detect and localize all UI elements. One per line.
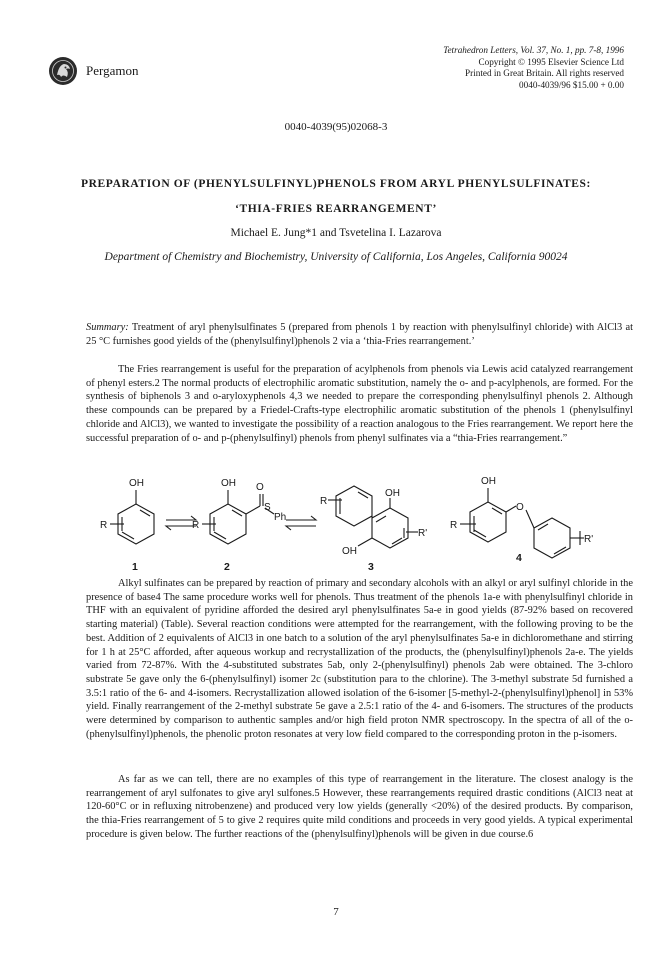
journal-copyright: Copyright © 1995 Elsevier Science Ltd	[478, 56, 624, 67]
journal-price-code: 0040-4039/96 $15.00 + 0.00	[519, 79, 624, 90]
ph-label-2: Ph	[274, 512, 287, 523]
r-label-2: R	[192, 520, 200, 531]
compound-number-1: 1	[132, 561, 138, 573]
o-label-2: O	[256, 482, 264, 493]
summary-text: Treatment of aryl phenylsulfinates 5 (prepared from phenols 1 by reaction with phenylsulfinyl chloride) with AlCl3 at 25 °C furnishes good yields of the (phenylsulfinyl)phenols 2 via a ‘thia-Fries rearrangement.’	[86, 322, 633, 347]
journal-info	[324, 45, 624, 91]
reaction-scheme	[96, 468, 616, 580]
journal-citation: Tetrahedron Letters, Vol. 37, No. 1, pp. 7-8, 1996	[443, 45, 624, 55]
rprime-label-4: R'	[584, 534, 594, 545]
authors: Michael E. Jung*1 and Tsvetelina I. Lazarova	[230, 227, 442, 239]
s-label-2: S	[264, 502, 271, 513]
r-label-4: R	[450, 520, 458, 531]
journal-printed: Printed in Great Britain. All rights reserved	[465, 68, 624, 79]
compound-1-structure	[110, 490, 154, 544]
affiliation: Department of Chemistry and Biochemistry, University of California, Los Angeles, California 90024	[104, 251, 568, 263]
oh-label-2: OH	[221, 478, 236, 489]
summary-paragraph	[86, 321, 633, 348]
body-paragraph-3: As far as we can tell, there are no examples of this type of rearrangement in the literature. The closest analogy is the rearrangement of aryl sulfonates to give aryl sulfones.5 However, these rearrangements required drastic conditions (AlCl3 neat at 120-60°C or in refluxing nitrobenzene) and produced very low yields (generally <20%) of the desired products. By comparison, the thia-Fries rearrangement of 5 to give 2 requires quite mild conditions and proceeds in very good yields. A typical experimental procedure is given below. The further reactions of the (phenylsulfinyl)phenols will be given in due course.6	[86, 774, 633, 840]
body-paragraph-1: The Fries rearrangement is useful for the preparation of acylphenols from phenols via Lewis acid catalyzed rearrangement of phenyl esters.2 The normal products of electrophilic aromatic substitution, namely the o- and p-acylphenols, are formed. For the synthesis of biphenols 3 and o-aryloxyphenols 4,3 we needed to prepare the corresponding phenylsulfinyl phenols 2. Although these compounds can be prepared by a Friedel-Crafts-type electrophilic aromatic substitution of the phenols 1 (phenylsulfinyl chloride and AlCl3), we wanted to investigate the possibility of a reaction analogous to the Fries rearrangement. We report here the successful preparation of o- and p-(phenylsulfinyl) phenols from phenyl sulfinates via a “thia-Fries rearrangement.”	[86, 364, 633, 444]
compound-number-2: 2	[224, 561, 230, 573]
paper-title-line-1: PREPARATION OF (PHENYLSULFINYL)PHENOLS FROM ARYL PHENYLSULFINATES:	[81, 178, 591, 190]
doi-code: 0040-4039(95)02068-3	[284, 121, 388, 133]
o-label-4: O	[516, 502, 524, 513]
oh-label-4: OH	[481, 476, 496, 487]
oh-label-1: OH	[129, 478, 144, 489]
compound-number-3: 3	[368, 561, 374, 573]
equilibrium-arrow-2	[286, 516, 316, 530]
pergamon-logo-icon	[48, 56, 78, 86]
compound-3-structure	[328, 486, 418, 548]
compound-2-structure	[202, 490, 274, 544]
r-label-3: R	[320, 496, 328, 507]
paper-title-line-2: ‘THIA-FRIES REARRANGEMENT’	[235, 203, 437, 215]
publisher-name: Pergamon	[86, 63, 139, 78]
r-label-1: R	[100, 520, 108, 531]
summary-label: Summary:	[86, 322, 129, 333]
oh-label-3b: OH	[342, 546, 357, 557]
oh-label-3a: OH	[385, 488, 400, 499]
page-number: 7	[333, 906, 339, 918]
rprime-label-3: R'	[418, 528, 428, 539]
compound-4-structure	[460, 488, 584, 558]
compound-number-4: 4	[516, 552, 522, 564]
body-paragraph-2: Alkyl sulfinates can be prepared by reaction of primary and secondary alcohols with an alkyl or aryl sulfinyl chloride in the presence of base4 The same procedure works well for phenols. Thus treatment of the phenols 1a-e with phenylsulfinyl chloride in THF with an equivalent of pyridine afforded the desired aryl phenylsulfinates 5a-e in good yields (87-92% based on recovered starting material) (Table). Several reaction conditions were attempted for the rearrangement, with the following proving to be the best. Addition of 2 equivalents of AlCl3 in one batch to a solution of the aryl phenylsulfinates 5a-e in dichloromethane and stirring for 1 h at 25°C afforded, after aqueous workup and recrystallization of the products, the (phenylsulfinyl)phenols 2a-e. The yields varied from 72-87%. With the 4-substituted substrates 5ab, only 2-(phenylsulfinyl) phenols 2ab were obtained. The 3-chloro substrate 5e gave only the 6-(phenylsulfinyl) isomer 2c (substitution para to the chlorine). The 3-methyl substrate 5d furnished a 3.5:1 ratio of the 6- and 4-isomers. Recrystallization allowed isolation of the 6-isomer [5-methyl-2-(phenylsulfinyl)phenol] in 53% yield. Finally rearrangement of the 2-methyl substrate 5e gave a 2.5:1 ratio of the 4- and 6-isomers. The structures of the products were determined by comparison to authentic samples and/or high field proton NMR spectroscopy. In the spectra of all of the o-(phenylsulfinyl)phenols, the phenolic proton resonates at very low field compared to the corresponding proton in the p-isomers.	[86, 578, 633, 740]
